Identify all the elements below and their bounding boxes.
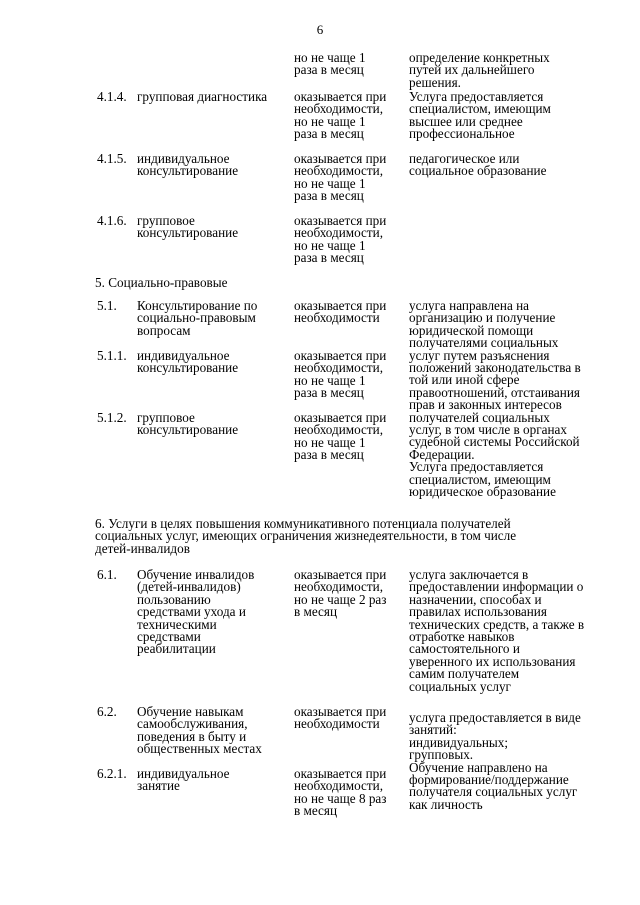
row-5-1-1-name: индивидуальное консультирование bbox=[137, 348, 239, 376]
row-5-1-1-number: 5.1.1. bbox=[97, 348, 127, 363]
row-continued-description: определение конкретных путей их дальнейшего решения. bbox=[409, 50, 550, 90]
row-6-1-frequency: оказывается при необходимости, но не чаще 2 раз в месяц bbox=[294, 567, 387, 620]
row-4-1-6-number: 4.1.6. bbox=[97, 213, 127, 228]
row-5-1-2-name: групповое консультирование bbox=[137, 410, 239, 438]
row-6-2-name: Обучение навыкам самообслуживания, поведения в быту и общественных местах bbox=[137, 704, 262, 757]
row-6-2-1-name: индивидуальное занятие bbox=[137, 766, 230, 794]
row-6-2-1-number: 6.2.1. bbox=[97, 766, 127, 781]
row-5-1-frequency: оказывается при необходимости bbox=[294, 298, 387, 326]
section-6-title: 6. Услуги в целях повышения коммуникативного потенциала получателей социальных услуг, имеющих ограничения жизнедеятельности, в том числе детей-инвалидов bbox=[95, 516, 517, 556]
row-5-1-name: Консультирование по социально-правовым вопросам bbox=[137, 298, 258, 338]
row-4-1-4-number: 4.1.4. bbox=[97, 89, 127, 104]
row-5-1-2-number: 5.1.2. bbox=[97, 410, 127, 425]
row-4-1-5-description: педагогическое или социальное образование bbox=[409, 151, 547, 179]
row-4-1-5-number: 4.1.5. bbox=[97, 151, 127, 166]
row-5-1-2-frequency: оказывается при необходимости, но не чаще 1 раза в месяц bbox=[294, 410, 387, 463]
row-4-1-5-name: индивидуальное консультирование bbox=[137, 151, 239, 179]
row-4-1-4-description: Услуга предоставляется специалистом, имеющим высшее или среднее профессиональное bbox=[409, 89, 551, 142]
row-6-1-number: 6.1. bbox=[97, 567, 117, 582]
row-6-2-description: услуга предоставляется в виде занятий: индивидуальных; групповых. Обучение направлено на формирование/поддержание получателя социальных услуг как личность bbox=[409, 710, 581, 812]
row-continued-frequency: но не чаще 1 раза в месяц bbox=[294, 50, 366, 78]
row-6-1-name: Обучение инвалидов (детей-инвалидов) пользованию средствами ухода и техническими средствами реабилитации bbox=[137, 567, 255, 657]
row-6-2-1-frequency: оказывается при необходимости, но не чаще 8 раз в месяц bbox=[294, 766, 387, 819]
page-number: 6 bbox=[316, 22, 324, 37]
row-4-1-5-frequency: оказывается при необходимости, но не чаще 1 раза в месяц bbox=[294, 151, 387, 204]
row-5-1-number: 5.1. bbox=[97, 298, 117, 313]
row-5-1-1-frequency: оказывается при необходимости, но не чаще 1 раза в месяц bbox=[294, 348, 387, 401]
row-4-1-6-name: групповое консультирование bbox=[137, 213, 239, 241]
section-5-title: 5. Социально-правовые bbox=[95, 275, 228, 290]
row-5-1-description: услуга направлена на организацию и получение юридической помощи получателями социальных услуг путем разъяснения положений законодательства в той или иной сфере правоотношений, отстаивания прав и законных интересов получателей социальных услуг, в том числе в органах судебной системы Российской Федерации. Услуга предоставляется специалистом, имеющим юридическое образование bbox=[409, 298, 581, 500]
row-6-2-frequency: оказывается при необходимости bbox=[294, 704, 387, 732]
row-4-1-4-frequency: оказывается при необходимости, но не чаще 1 раза в месяц bbox=[294, 89, 387, 142]
row-4-1-4-name: групповая диагностика bbox=[137, 89, 268, 104]
row-6-2-number: 6.2. bbox=[97, 704, 117, 719]
row-6-1-description: услуга заключается в предоставлении информации о назначении, способах и правилах использования технических средств, а также в отработке навыков самостоятельного и уверенного их использования самим получателем социальных услуг bbox=[409, 567, 585, 694]
row-4-1-6-frequency: оказывается при необходимости, но не чаще 1 раза в месяц bbox=[294, 213, 387, 266]
